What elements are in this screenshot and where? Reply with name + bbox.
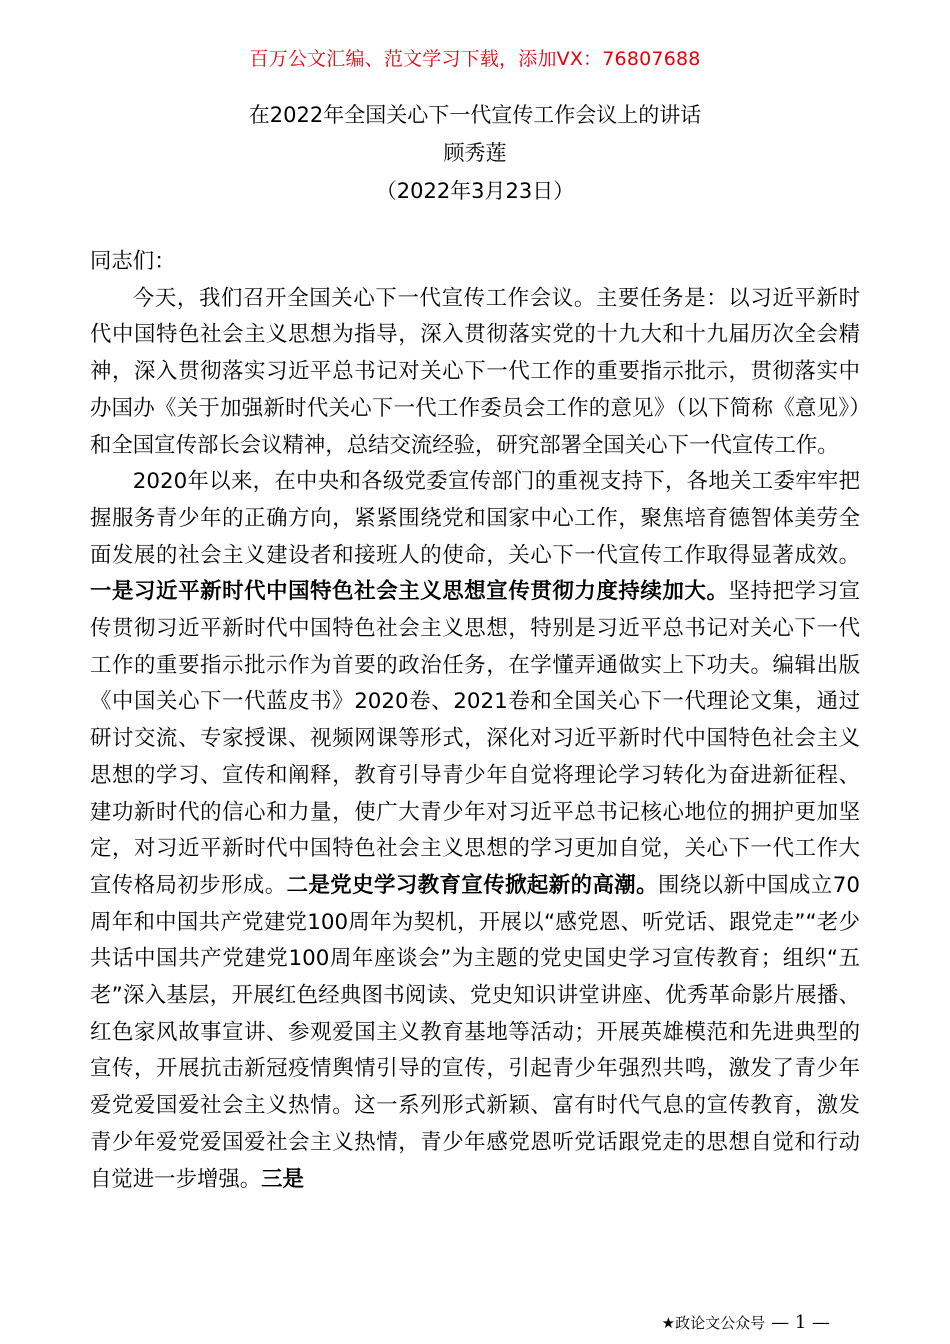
paragraph-2 xyxy=(90,464,860,1198)
point-one-text: 坚持把学习宣传贯彻习近平新时代中国特色社会主义思想，特别是习近平总书记对关心下一代工作的重要指示批示作为首要的政治任务，在学懂弄通做实上下功夫。编辑出版《中国关心下一代蓝皮书》2020卷、2021卷和全国关心下一代理论文集，通过研讨交流、专家授课、视频网课等形式，深化对习近平新时代中国特色社会主义思想的学习、宣传和阐释，教育引导青少年自觉将理论学习转化为奋进新征程、建功新时代的信心和力量，使广大青少年对习近平总书记核心地位的拥护更加坚定，对习近平新时代中国特色社会主义思想的学习更加自觉，关心下一代工作大宣传格局初步形成。 xyxy=(90,579,860,898)
header-banner: 百万公文汇编、范文学习下载，添加VX：76807688 xyxy=(249,48,701,70)
point-one-heading: 一是习近平新时代中国特色社会主义思想宣传贯彻力度持续加大。 xyxy=(90,579,729,605)
page-number: — 1 — xyxy=(771,1312,830,1333)
page-footer xyxy=(662,1312,830,1333)
point-two-text: 围绕以新中国成立70周年和中国共产党建党100周年为契机，开展以“感党恩、听党话、跟党走”“老少共话中国共产党建党100周年座谈会”为主题的党史国史学习宣传教育；组织“五老”深入基层，开展红色经典图书阅读、党史知识讲堂讲座、优秀革命影片展播、红色家风故事宣讲、参观爱国主义教育基地等活动；开展英雄模范和先进典型的宣传，开展抗击新冠疫情舆情引导的宣传，引起青少年强烈共鸣，激发了青少年爱党爱国爱社会主义热情。这一系列形式新颖、富有时代气息的宣传教育，激发青少年爱党爱国爱社会主义热情，青少年感党恩听党话跟党走的思想自觉和行动自觉进一步增强。 xyxy=(90,872,860,1192)
salutation: 同志们： xyxy=(90,249,176,274)
document-body xyxy=(90,244,860,1198)
document-title: 在2022年全国关心下一代宣传工作会议上的讲话 xyxy=(248,103,702,127)
paragraph-2-intro: 2020年以来，在中央和各级党委宣传部门的重视支持下，各地关工委牢牢把握服务青少年的正确方向，紧紧围绕党和国家中心工作，聚焦培育德智体美劳全面发展的社会主义建设者和接班人的使命，关心下一代宣传工作取得显著成效。 xyxy=(90,469,860,568)
author-name: 顾秀莲 xyxy=(443,141,507,165)
point-two-heading: 二是党史学习教育宣传掀起新的高潮。 xyxy=(286,872,658,898)
paragraph-1: 今天，我们召开全国关心下一代宣传工作会议。主要任务是：以习近平新时代中国特色社会主义思想为指导，深入贯彻落实党的十九大和十九届历次全会精神，深入贯彻落实习近平总书记对关心下一代工作的重要指示批示，贯彻落实中办国办《关于加强新时代关心下一代工作委员会工作的意见》（以下简称《意见》）和全国宣传部长会议精神，总结交流经验，研究部署全国关心下一代宣传工作。 xyxy=(90,285,860,458)
footer-label: ★政论文公众号 xyxy=(661,1314,766,1332)
title-block xyxy=(0,96,950,210)
point-three-heading: 三是 xyxy=(261,1166,304,1192)
speech-date: （2022年3月23日） xyxy=(375,179,575,203)
